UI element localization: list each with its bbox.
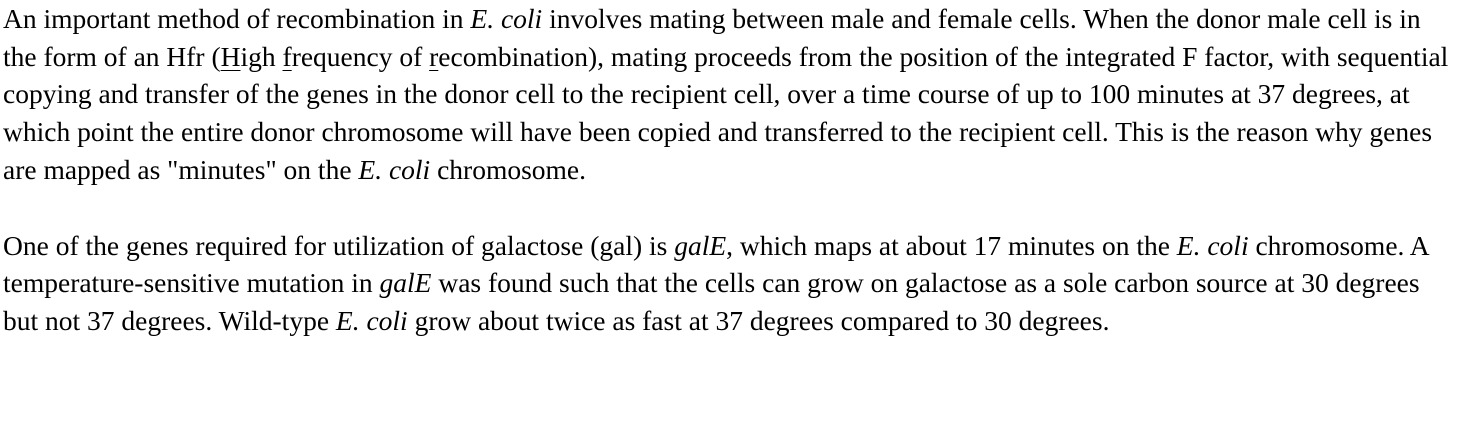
text-run: igh — [240, 40, 283, 72]
text-run: One of the genes required for utilization of galactose (gal) is — [3, 229, 675, 261]
gene-name: galE — [379, 267, 432, 299]
text-run: chromosome. A temperature-sensitive mutation in — [3, 229, 1429, 299]
organism-name: E. coli — [470, 3, 543, 34]
organism-name: E. coli — [1176, 229, 1249, 261]
organism-name: E. coli — [358, 153, 431, 185]
document-body — [3, 0, 1458, 340]
text-run: , which maps at about 17 minutes on the — [726, 229, 1177, 261]
text-run: grow about twice as fast at 37 degrees compared to 30 degrees. — [407, 304, 1110, 336]
acronym-letter-f: f — [282, 40, 292, 72]
paragraph-galE-mutation — [3, 227, 1458, 340]
text-run: ), mating proceeds from the position of the integrated F factor, with sequential copying and transfer of the genes in the donor cell to the recipient cell, over a time course of up to 100 minutes at 37 degrees, at which point the entire donor chromosome will have been copied and transferred to the recipient cell. This is the reason why genes are mapped as "minutes" on the — [3, 40, 1449, 185]
text-run: requency of — [291, 40, 430, 72]
text-run: ecombination — [438, 40, 588, 72]
acronym-letter-r: r — [429, 40, 439, 72]
text-run: involves mating between male and female cells. When the donor male cell is in the form of an Hfr ( — [3, 3, 1421, 72]
text-run: chromosome. — [430, 153, 587, 185]
text-run: An important method of recombination in — [3, 3, 471, 34]
paragraph-hfr-mating — [3, 0, 1458, 189]
text-run: was found such that the cells can grow on galactose as a sole carbon source at 30 degrees but not 37 degrees. Wild-type — [3, 267, 1420, 336]
gene-name: galE — [674, 229, 727, 261]
acronym-letter-h: H — [220, 40, 241, 72]
organism-name: E. coli — [335, 304, 408, 336]
